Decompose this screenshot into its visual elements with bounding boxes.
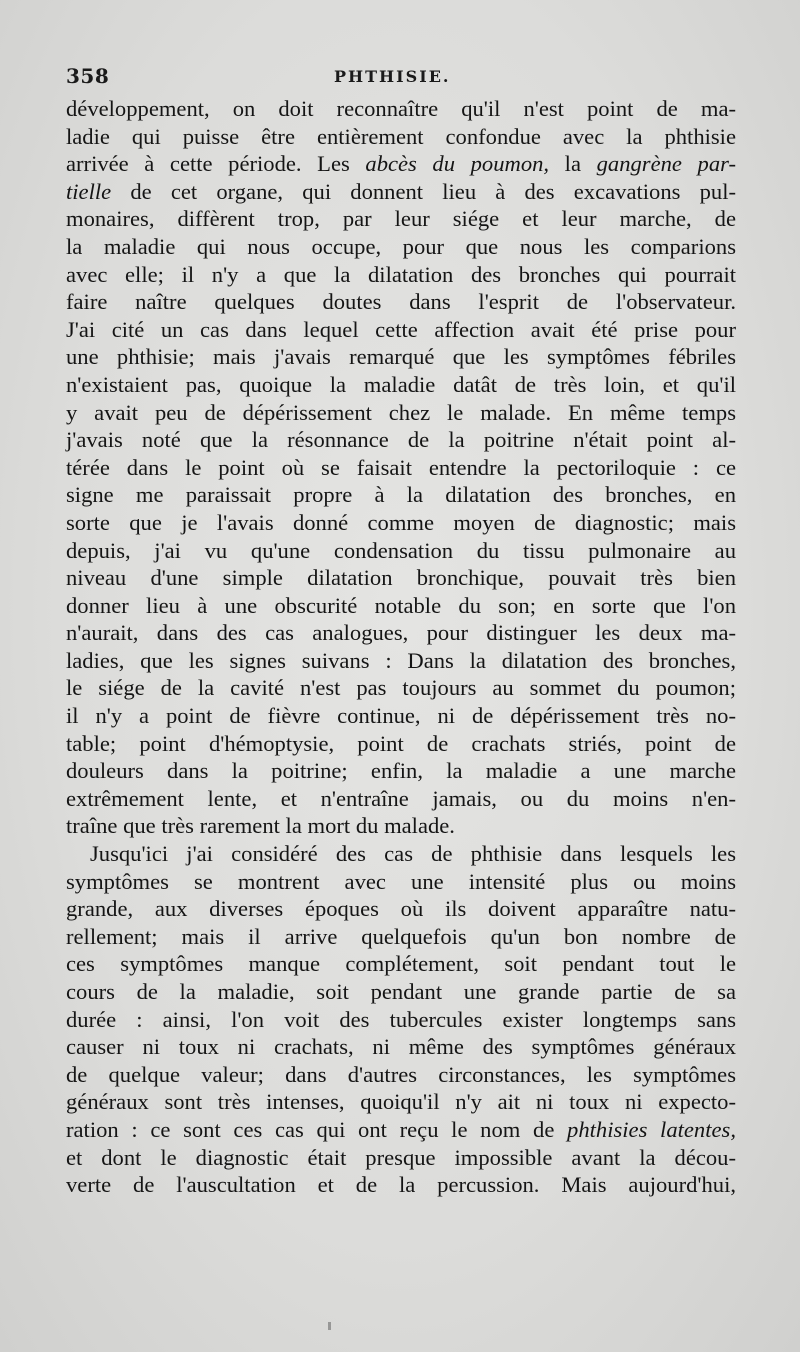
text-line: une phthisie; mais j'avais remarqué que les symptômes fébriles: [66, 344, 736, 370]
print-speck: [328, 1322, 331, 1330]
text-line: ladie qui puisse être entièrement confondue avec la phthisie: [66, 123, 736, 149]
text-line: J'ai cité un cas dans lequel cette affection avait été prise pour: [66, 316, 736, 342]
text-line: depuis, j'ai vu qu'une condensation du tissu pulmonaire au: [66, 537, 736, 563]
page-number: 358: [66, 64, 110, 88]
text-line: ladies, que les signes suivans : Dans la dilatation des bronches,: [66, 647, 736, 673]
text-line: signe me paraissait propre à la dilatation des bronches, en: [66, 482, 736, 508]
text-line: douleurs dans la poitrine; enfin, la maladie a une marche: [66, 758, 736, 784]
text-line: il n'y a point de fièvre continue, ni de dépérissement très no-: [66, 703, 736, 729]
text-line: faire naître quelques doutes dans l'esprit de l'observateur.: [66, 289, 736, 315]
text-line: généraux sont très intenses, quoiqu'il n'y ait ni toux ni expecto-: [66, 1089, 736, 1115]
text-line: causer ni toux ni crachats, ni même des symptômes généraux: [66, 1034, 736, 1060]
text-line: de quelque valeur; dans d'autres circonstances, les symptômes: [66, 1061, 736, 1087]
text-line: sorte que je l'avais donné comme moyen de diagnostic; mais: [66, 509, 736, 535]
page-header: [66, 64, 738, 94]
text-line: rellement; mais il arrive quelquefois qu'un bon nombre de: [66, 923, 736, 949]
text-line: donner lieu à une obscurité notable du son; en sorte que l'on: [66, 592, 736, 618]
text-line: durée : ainsi, l'on voit des tubercules exister longtemps sans: [66, 1006, 736, 1032]
text-line: monaires, diffèrent trop, par leur siége et leur marche, de: [66, 206, 736, 232]
running-head: PHTHISIE.: [334, 67, 451, 86]
text-line: et dont le diagnostic était presque impossible avant la décou-: [66, 1144, 736, 1170]
text-line: ces symptômes manque complétement, soit pendant tout le: [66, 951, 736, 977]
text-line: le siége de la cavité n'est pas toujours au sommet du poumon;: [66, 675, 736, 701]
text-line: traîne que très rarement la mort du malade.: [66, 813, 455, 839]
text-line: j'avais noté que la résonnance de la poitrine n'était point al-: [66, 427, 736, 453]
text-line: ration : ce sont ces cas qui ont reçu le nom de phthisies latentes,: [66, 1116, 736, 1142]
text-line: symptômes se montrent avec une intensité plus ou moins: [66, 868, 736, 894]
text-line: n'aurait, dans des cas analogues, pour distinguer les deux ma-: [66, 620, 736, 646]
text-line: n'existaient pas, quoique la maladie datât de très loin, et qu'il: [66, 371, 736, 397]
text-line: extrêmement lente, et n'entraîne jamais, ou du moins n'en-: [66, 785, 736, 811]
text-line: grande, aux diverses époques où ils doivent apparaître natu-: [66, 896, 736, 922]
text-line: avec elle; il n'y a que la dilatation des bronches qui pourrait: [66, 261, 736, 287]
text-line: arrivée à cette période. Les abcès du poumon, la gangrène par-: [66, 151, 736, 177]
text-line: développement, on doit reconnaître qu'il n'est point de ma-: [66, 96, 736, 121]
text-line: Jusqu'ici j'ai considéré des cas de phthisie dans lesquels les: [90, 841, 736, 867]
text-line: tielle de cet organe, qui donnent lieu à des excavations pul-: [66, 178, 736, 204]
text-line: la maladie qui nous occupe, pour que nous les comparions: [66, 233, 736, 259]
text-line: cours de la maladie, soit pendant une grande partie de sa: [66, 979, 736, 1004]
body-text: [66, 95, 736, 1199]
text-line: niveau d'une simple dilatation bronchique, pouvait très bien: [66, 565, 736, 591]
text-line: verte de l'auscultation et de la percussion. Mais aujourd'hui,: [66, 1172, 736, 1198]
text-line: y avait peu de dépérissement chez le malade. En même temps: [66, 399, 736, 425]
text-line: table; point d'hémoptysie, point de crachats striés, point de: [66, 730, 736, 756]
text-line: térée dans le point où se faisait entendre la pectoriloquie : ce: [66, 454, 736, 480]
